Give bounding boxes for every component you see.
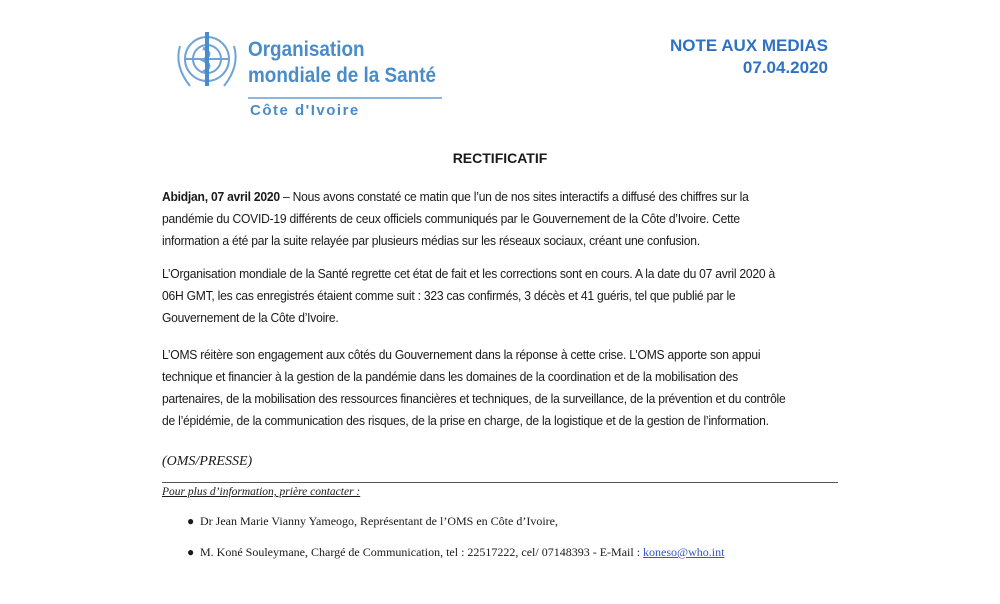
contact-item (200, 545, 724, 560)
document-title: RECTIFICATIF (452, 150, 548, 166)
contact-item: Dr Jean Marie Vianny Yameogo, Représentant de l’OMS en Côte d’Ivoire, (200, 514, 558, 528)
logo-country: Côte d'Ivoire (250, 102, 360, 119)
paragraph-line: de l’épidémie, de la communication des risques, de la prise en charge, de la logistique et de la gestion de l’information. (162, 413, 769, 428)
paragraph-line: pandémie du COVID-19 différents de ceux officiels communiqués par le Gouvernement de la Côte d’Ivoire. Cette (162, 211, 740, 226)
paragraph-line: L’OMS réitère son engagement aux côtés du Gouvernement dans la réponse à cette crise. L’OMS apporte son appui (162, 347, 761, 362)
dateline: Abidjan, 07 avril 2020 (162, 189, 280, 204)
logo-line2: mondiale de la Santé (248, 64, 437, 87)
contact-heading: Pour plus d’information, prière contacter : (162, 486, 361, 498)
paragraph-line: technique et financier à la gestion de la pandémie dans les domaines de la coordination et de la mobilisation des (162, 369, 738, 384)
who-emblem-icon (170, 26, 244, 96)
logo-divider (248, 97, 442, 99)
signature: (OMS/PRESSE) (162, 454, 253, 469)
paragraph-line: 06H GMT, les cas enregistrés étaient comme suit : 323 cas confirmés, 3 décès et 41 guéris, tel que publié par le (162, 288, 736, 303)
logo-org-name (248, 37, 436, 89)
bullet-icon: ● (187, 545, 195, 559)
note-title: NOTE AUX MEDIAS (669, 36, 828, 55)
paragraph-line: L’Organisation mondiale de la Santé regrette cet état de fait et les corrections sont en cours. A la date du 07 avril 2020 à (162, 266, 776, 281)
paragraph-line: partenaires, de la mobilisation des ressources financières et techniques, de la surveillance, de la prévention et du contrôle (162, 391, 786, 406)
note-date: 07.04.2020 (742, 58, 828, 77)
text: – Nous avons constaté ce matin que l’un de nos sites interactifs a diffusé des chiffres sur la (279, 189, 749, 204)
logo-line1: Organisation (248, 38, 365, 61)
email-link[interactable]: koneso@who.int (643, 545, 725, 559)
media-note-header (670, 35, 828, 79)
paragraph-line: Gouvernement de la Côte d’Ivoire. (162, 310, 339, 325)
paragraph-line (162, 189, 749, 204)
bullet-icon: ● (187, 514, 195, 528)
separator-line (162, 482, 838, 483)
contact-text: M. Koné Souleymane, Chargé de Communication, tel : 22517222, cel/ 07148393 - E-Mail : (200, 545, 644, 559)
paragraph-line: information a été par la suite relayée par plusieurs médias sur les réseaux sociaux, créant une confusion. (162, 233, 700, 248)
